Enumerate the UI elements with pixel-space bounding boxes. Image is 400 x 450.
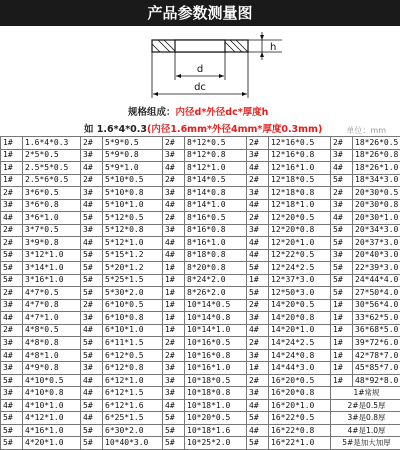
size-cell: 6*12*1.0	[103, 374, 163, 387]
grade-cell: 4#	[163, 249, 185, 262]
grade-cell: 3#	[163, 149, 185, 162]
size-cell: 8*18*0.8	[185, 249, 247, 262]
grade-cell: 1#	[331, 349, 353, 362]
note-cell: 1#常规	[331, 387, 400, 400]
table-row	[1, 362, 400, 375]
grade-cell: 2#	[163, 137, 185, 150]
size-cell: 20*30*1.0	[353, 212, 400, 225]
size-cell: 42*78*7.0	[353, 349, 400, 362]
grade-cell: 4#	[81, 199, 103, 212]
size-cell: 14*24*0.8	[269, 349, 331, 362]
grade-cell: 3#	[331, 249, 353, 262]
size-cell: 10*20*0.5	[185, 412, 247, 425]
size-cell: 3*6*1.0	[23, 212, 81, 225]
size-cell: 5*10*1.0	[103, 199, 163, 212]
grade-cell: 5#	[81, 437, 103, 450]
grade-cell: 2#	[163, 212, 185, 225]
grade-cell: 1#	[1, 149, 23, 162]
size-cell: 4*12*1.0	[23, 412, 81, 425]
size-cell: 14*20*1.0	[269, 324, 331, 337]
size-cell: 3*9*0.8	[23, 237, 81, 250]
size-cell: 30*56*4.0	[353, 299, 400, 312]
grade-cell: 5#	[331, 262, 353, 275]
unit-label: 单位：mm	[346, 125, 386, 136]
size-cell: 48*92*8.0	[353, 374, 400, 387]
size-cell: 6*12*0.8	[103, 362, 163, 375]
grade-cell: 2#	[331, 137, 353, 150]
grade-cell: 1#	[1, 174, 23, 187]
grade-cell: 3#	[163, 187, 185, 200]
grade-cell: 5#	[331, 237, 353, 250]
grade-cell: 5#	[1, 249, 23, 262]
washer-hole	[175, 40, 225, 52]
grade-cell: 2#	[81, 137, 103, 150]
size-cell: 10*16*0.5	[185, 337, 247, 350]
grade-cell: 2#	[163, 349, 185, 362]
grade-cell: 1#	[163, 274, 185, 287]
grade-cell: 1#	[247, 274, 269, 287]
grade-cell: 1#	[163, 287, 185, 300]
table-row	[1, 412, 400, 425]
grade-cell: 4#	[81, 387, 103, 400]
table-row	[1, 287, 400, 300]
page-title: 产品参数测量图	[0, 0, 400, 26]
grade-cell: 5#	[1, 274, 23, 287]
grade-cell: 3#	[81, 312, 103, 325]
size-cell: 8*14*0.5	[185, 174, 247, 187]
grade-cell: 5#	[81, 212, 103, 225]
table-row	[1, 149, 400, 162]
grade-cell: 5#	[331, 224, 353, 237]
size-cell: 10*16*1.0	[185, 362, 247, 375]
spec-table	[0, 136, 400, 450]
size-cell: 12*37*3.0	[269, 274, 331, 287]
grade-cell: 1#	[331, 324, 353, 337]
table-row	[1, 399, 400, 412]
size-cell: 12*16*1.0	[269, 162, 331, 175]
size-cell: 14*24*2.5	[269, 337, 331, 350]
size-cell: 12*20*0.5	[269, 212, 331, 225]
grade-cell: 1#	[331, 312, 353, 325]
grade-cell: 1#	[163, 324, 185, 337]
size-cell: 10*14*0.8	[185, 312, 247, 325]
grade-cell: 5#	[1, 262, 23, 275]
table-row	[1, 274, 400, 287]
grade-cell: 3#	[81, 224, 103, 237]
size-cell: 10*40*3.0	[103, 437, 163, 450]
grade-cell: 1#	[163, 299, 185, 312]
table-row	[1, 387, 400, 400]
size-cell: 4*8*0.5	[23, 324, 81, 337]
size-cell: 8*24*2.0	[185, 274, 247, 287]
size-cell: 5*10*0.5	[103, 174, 163, 187]
grade-cell: 3#	[331, 199, 353, 212]
size-cell: 24*44*4.0	[353, 274, 400, 287]
size-cell: 4*7*0.8	[23, 299, 81, 312]
size-cell: 5*20*1.2	[103, 262, 163, 275]
size-cell: 10*18*0.8	[185, 387, 247, 400]
grade-cell: 4#	[81, 374, 103, 387]
table-row	[1, 374, 400, 387]
size-cell: 5*12*1.0	[103, 237, 163, 250]
size-cell: 6*10*0.8	[103, 312, 163, 325]
grade-cell: 5#	[1, 424, 23, 437]
size-cell: 8*12*0.8	[185, 149, 247, 162]
table-row	[1, 237, 400, 250]
size-cell: 4*7*0.5	[23, 287, 81, 300]
label-dc: dc	[194, 82, 206, 93]
grade-cell: 3#	[1, 337, 23, 350]
grade-cell: 5#	[163, 437, 185, 450]
grade-cell: 1#	[1, 162, 23, 175]
table-row	[1, 212, 400, 225]
grade-cell: 4#	[81, 162, 103, 175]
table-row	[1, 312, 400, 325]
size-cell: 10*25*2.0	[185, 437, 247, 450]
table-row	[1, 174, 400, 187]
grade-cell: 5#	[81, 249, 103, 262]
size-cell: 16*20*1.0	[269, 399, 331, 412]
size-cell: 4*9*0.8	[23, 362, 81, 375]
size-cell: 6*30*2.0	[103, 424, 163, 437]
grade-cell: 4#	[81, 412, 103, 425]
size-cell: 12*50*3.0	[269, 287, 331, 300]
size-cell: 5*25*1.5	[103, 274, 163, 287]
size-cell: 2.5*5*0.5	[23, 162, 81, 175]
size-cell: 20*30*0.8	[353, 199, 400, 212]
size-cell: 6*10*1.0	[103, 324, 163, 337]
size-cell: 12*20*0.8	[269, 224, 331, 237]
size-cell: 16*22*1.0	[269, 437, 331, 450]
size-cell: 10*14*0.5	[185, 299, 247, 312]
size-cell: 33*62*5.0	[353, 312, 400, 325]
grade-cell: 5#	[81, 424, 103, 437]
size-cell: 4*7*1.0	[23, 312, 81, 325]
grade-cell: 1#	[331, 299, 353, 312]
size-cell: 27*50*4.0	[353, 287, 400, 300]
grade-cell: 1#	[247, 362, 269, 375]
size-cell: 6*25*1.5	[103, 412, 163, 425]
size-cell: 14*20*0.8	[269, 312, 331, 325]
size-cell: 6*12*0.5	[103, 349, 163, 362]
note-cell: 5#是加大加厚	[331, 437, 400, 450]
grade-cell: 3#	[247, 387, 269, 400]
grade-cell: 4#	[163, 237, 185, 250]
size-cell: 8*26*2.0	[185, 287, 247, 300]
grade-cell: 2#	[163, 337, 185, 350]
grade-cell: 5#	[331, 287, 353, 300]
grade-cell: 5#	[81, 262, 103, 275]
grade-cell: 5#	[247, 437, 269, 450]
note-cell: 4#是1.0厚	[331, 424, 400, 437]
size-cell: 4*16*1.0	[23, 424, 81, 437]
size-cell: 16*20*0.8	[269, 387, 331, 400]
grade-cell: 3#	[1, 299, 23, 312]
size-cell: 14*44*3.0	[269, 362, 331, 375]
grade-cell: 3#	[247, 349, 269, 362]
grade-cell: 3#	[1, 199, 23, 212]
grade-cell: 2#	[1, 224, 23, 237]
size-cell: 4*10*0.8	[23, 387, 81, 400]
grade-cell: 1#	[331, 362, 353, 375]
size-cell: 3*6*0.5	[23, 187, 81, 200]
grade-cell: 5#	[81, 337, 103, 350]
grade-cell: 4#	[81, 237, 103, 250]
size-cell: 4*8*0.8	[23, 337, 81, 350]
grade-cell: 5#	[331, 174, 353, 187]
grade-cell: 1#	[1, 137, 23, 150]
size-cell: 18*34*3.0	[353, 174, 400, 187]
size-cell: 12*22*0.5	[269, 249, 331, 262]
grade-cell: 5#	[1, 412, 23, 425]
grade-cell: 2#	[247, 212, 269, 225]
size-cell: 2.5*6*0.5	[23, 174, 81, 187]
grade-cell: 2#	[81, 174, 103, 187]
table-row	[1, 224, 400, 237]
grade-cell: 5#	[81, 349, 103, 362]
size-cell: 5*9*1.0	[103, 162, 163, 175]
grade-cell: 2#	[331, 187, 353, 200]
table-row	[1, 337, 400, 350]
size-cell: 18*26*0.5	[353, 137, 400, 150]
size-cell: 8*20*0.8	[185, 262, 247, 275]
size-cell: 16*20*0.5	[269, 374, 331, 387]
grade-cell: 3#	[247, 224, 269, 237]
size-cell: 8*12*1.0	[185, 162, 247, 175]
grade-cell: 5#	[81, 399, 103, 412]
size-cell: 18*26*0.8	[353, 149, 400, 162]
grade-cell: 3#	[163, 387, 185, 400]
label-h: h	[270, 42, 276, 53]
grade-cell: 5#	[163, 412, 185, 425]
size-cell: 8*16*0.8	[185, 224, 247, 237]
size-cell: 2*5*0.5	[23, 149, 81, 162]
grade-cell: 2#	[81, 299, 103, 312]
size-cell: 5*9*0.5	[103, 137, 163, 150]
grade-cell: 5#	[247, 412, 269, 425]
grade-cell: 4#	[1, 399, 23, 412]
table-row	[1, 137, 400, 150]
grade-cell: 4#	[331, 162, 353, 175]
table-row	[1, 249, 400, 262]
size-cell: 10*16*0.8	[185, 349, 247, 362]
size-cell: 6*11*1.5	[103, 337, 163, 350]
size-cell: 5*9*0.8	[103, 149, 163, 162]
grade-cell: 4#	[331, 212, 353, 225]
grade-cell: 3#	[1, 387, 23, 400]
size-cell: 6*12*1.6	[103, 399, 163, 412]
grade-cell: 1#	[331, 337, 353, 350]
table-row	[1, 299, 400, 312]
grade-cell: 5#	[331, 274, 353, 287]
size-cell: 4*10*0.5	[23, 374, 81, 387]
grade-cell: 5#	[81, 287, 103, 300]
grade-cell: 5#	[247, 262, 269, 275]
size-cell: 8*16*0.5	[185, 212, 247, 225]
table-row	[1, 437, 400, 450]
table-row	[1, 187, 400, 200]
size-cell: 12*16*0.8	[269, 149, 331, 162]
grade-cell: 5#	[163, 424, 185, 437]
grade-cell: 2#	[1, 324, 23, 337]
table-row	[1, 324, 400, 337]
grade-cell: 5#	[1, 437, 23, 450]
size-cell: 18*26*1.0	[353, 162, 400, 175]
grade-cell: 4#	[163, 199, 185, 212]
grade-cell: 4#	[247, 399, 269, 412]
grade-cell: 4#	[1, 212, 23, 225]
size-cell: 20*40*3.0	[353, 249, 400, 262]
grade-cell: 4#	[247, 324, 269, 337]
size-cell: 5*30*2.0	[103, 287, 163, 300]
grade-cell: 5#	[81, 274, 103, 287]
size-cell: 8*12*0.5	[185, 137, 247, 150]
size-cell: 14*20*0.5	[269, 299, 331, 312]
label-d: d	[197, 64, 203, 75]
table-row	[1, 199, 400, 212]
size-cell: 12*18*0.5	[269, 174, 331, 187]
size-cell: 36*68*5.0	[353, 324, 400, 337]
grade-cell: 2#	[247, 137, 269, 150]
note-cell: 3#是0.8厚	[331, 412, 400, 425]
grade-cell: 3#	[163, 224, 185, 237]
size-cell: 1.6*4*0.3	[23, 137, 81, 150]
size-cell: 39*72*6.0	[353, 337, 400, 350]
grade-cell: 4#	[163, 162, 185, 175]
size-cell: 12*16*0.5	[269, 137, 331, 150]
grade-cell: 2#	[1, 287, 23, 300]
note-cell: 2#是0.5厚	[331, 399, 400, 412]
grade-cell: 1#	[163, 262, 185, 275]
size-cell: 5*12*0.8	[103, 224, 163, 237]
size-cell: 3*14*1.0	[23, 262, 81, 275]
grade-cell: 4#	[247, 237, 269, 250]
grade-cell: 3#	[81, 362, 103, 375]
size-cell: 5*10*0.8	[103, 187, 163, 200]
grade-cell: 2#	[247, 299, 269, 312]
grade-cell: 3#	[247, 187, 269, 200]
size-cell: 3*6*0.8	[23, 199, 81, 212]
size-cell: 8*16*1.0	[185, 237, 247, 250]
size-cell: 12*18*0.8	[269, 187, 331, 200]
grade-cell: 3#	[247, 312, 269, 325]
grade-cell: 4#	[81, 324, 103, 337]
size-cell: 45*85*7.0	[353, 362, 400, 375]
grade-cell: 3#	[163, 362, 185, 375]
grade-cell: 4#	[247, 199, 269, 212]
grade-cell: 2#	[1, 187, 23, 200]
size-cell: 8*14*1.0	[185, 199, 247, 212]
size-cell: 4*20*1.0	[23, 437, 81, 450]
grade-cell: 1#	[331, 374, 353, 387]
grade-cell: 2#	[247, 174, 269, 187]
size-cell: 12*20*1.0	[269, 237, 331, 250]
table-row	[1, 262, 400, 275]
grade-cell: 3#	[81, 187, 103, 200]
size-cell: 12*18*1.0	[269, 199, 331, 212]
size-cell: 10*18*1.6	[185, 424, 247, 437]
size-cell: 3*12*1.0	[23, 249, 81, 262]
grade-cell: 2#	[247, 374, 269, 387]
table-row	[1, 424, 400, 437]
spec-example: 如 1.6*4*0.3(内径1.6mm*外径4mm*厚度0.3mm)	[84, 121, 322, 135]
grade-cell: 2#	[1, 237, 23, 250]
grade-cell: 3#	[1, 362, 23, 375]
washer-measurement-diagram	[0, 26, 400, 102]
grade-cell: 1#	[163, 312, 185, 325]
grade-cell: 4#	[247, 424, 269, 437]
size-cell: 20*30*0.5	[353, 187, 400, 200]
grade-cell: 4#	[1, 312, 23, 325]
size-cell: 16*22*0.5	[269, 412, 331, 425]
size-cell: 5*15*1.2	[103, 249, 163, 262]
grade-cell: 4#	[247, 249, 269, 262]
grade-cell: 3#	[81, 149, 103, 162]
table-row	[1, 349, 400, 362]
grade-cell: 4#	[1, 349, 23, 362]
grade-cell: 4#	[247, 162, 269, 175]
spec-format-rule: 规格组成：内径d*外径dc*厚度h	[128, 104, 268, 118]
table-row	[1, 162, 400, 175]
size-cell: 20*37*3.0	[353, 237, 400, 250]
size-cell: 4*10*1.0	[23, 399, 81, 412]
grade-cell: 3#	[247, 149, 269, 162]
size-cell: 22*39*3.0	[353, 262, 400, 275]
size-cell: 20*34*3.0	[353, 224, 400, 237]
size-cell: 10*14*1.0	[185, 324, 247, 337]
size-cell: 3*7*0.5	[23, 224, 81, 237]
size-cell: 5*12*0.5	[103, 212, 163, 225]
grade-cell: 5#	[1, 374, 23, 387]
size-cell: 10*18*0.5	[185, 374, 247, 387]
size-cell: 16*22*0.8	[269, 424, 331, 437]
size-cell: 3*16*1.0	[23, 274, 81, 287]
grade-cell: 3#	[331, 149, 353, 162]
grade-cell: 5#	[247, 287, 269, 300]
size-cell: 4*8*1.0	[23, 349, 81, 362]
grade-cell: 2#	[163, 174, 185, 187]
grade-cell: 3#	[163, 374, 185, 387]
size-cell: 12*24*2.5	[269, 262, 331, 275]
grade-cell: 2#	[247, 337, 269, 350]
grade-cell: 4#	[163, 399, 185, 412]
size-cell: 10*18*1.0	[185, 399, 247, 412]
size-cell: 6*10*0.5	[103, 299, 163, 312]
size-cell: 8*14*0.8	[185, 187, 247, 200]
size-cell: 6*12*1.5	[103, 387, 163, 400]
